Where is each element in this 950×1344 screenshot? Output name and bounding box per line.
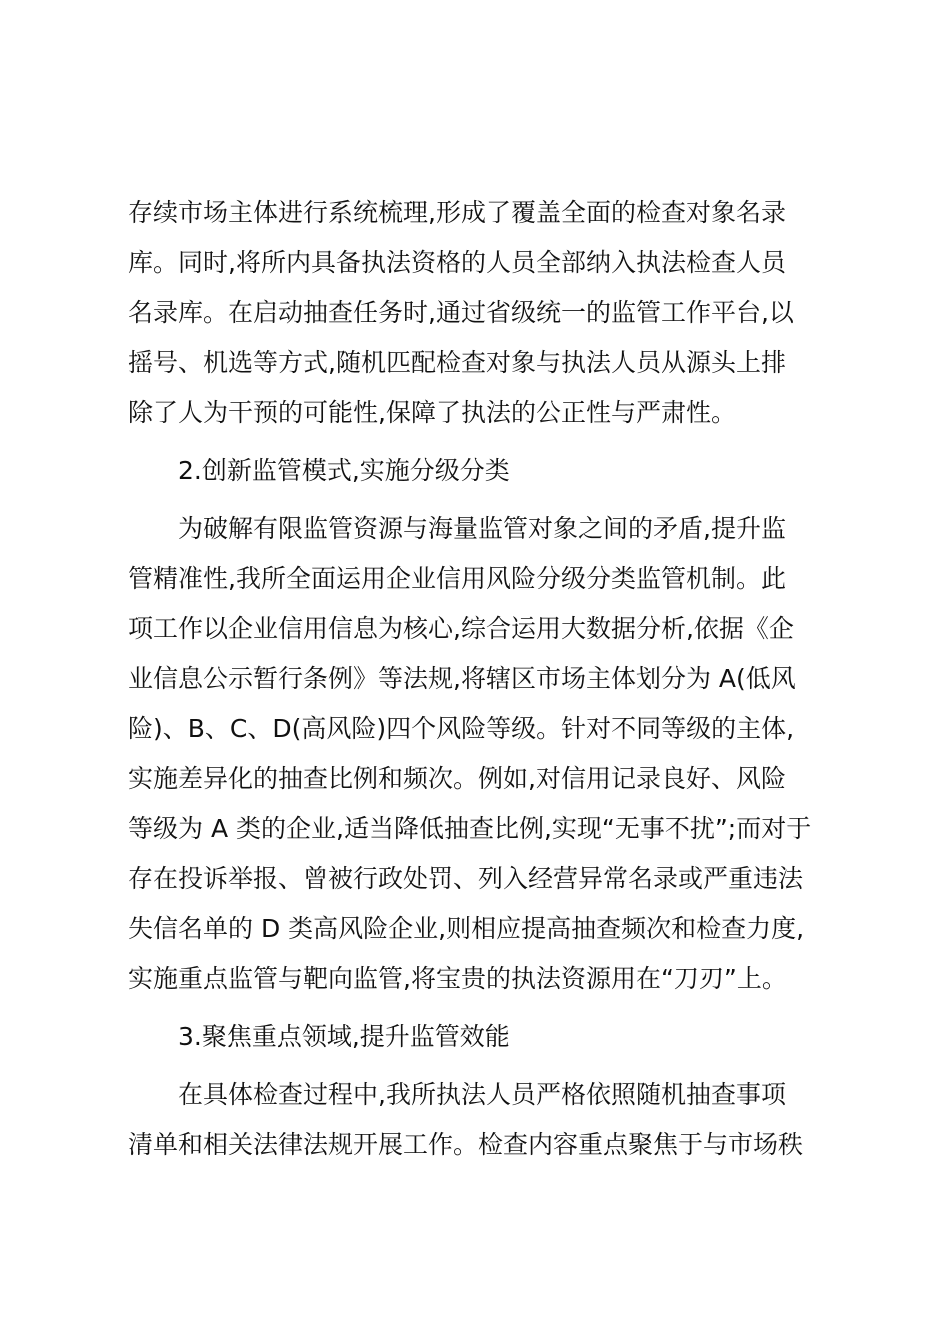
paragraph-line: 等级为 A 类的企业,适当降低抽查比例,实现“无事不扰”;而对于 (128, 814, 812, 843)
section-heading: 3.聚焦重点领域,提升监管效能 (178, 1022, 510, 1051)
paragraph-line: 实施重点监管与靶向监管,将宝贵的执法资源用在“刀刃”上。 (128, 964, 787, 993)
paragraph-line: 库。同时,将所内具备执法资格的人员全部纳入执法检查人员 (128, 248, 786, 277)
paragraph-line: 名录库。在启动抽查任务时,通过省级统一的监管工作平台,以 (128, 298, 794, 327)
paragraph-line: 管精准性,我所全面运用企业信用风险分级分类监管机制。此 (128, 564, 786, 593)
paragraph-line: 实施差异化的抽查比例和频次。例如,对信用记录良好、风险 (128, 764, 786, 793)
paragraph-line: 为破解有限监管资源与海量监管对象之间的矛盾,提升监 (178, 514, 786, 543)
paragraph-line: 除了人为干预的可能性,保障了执法的公正性与严肃性。 (128, 398, 736, 427)
paragraph-line: 存在投诉举报、曾被行政处罚、列入经营异常名录或严重违法 (128, 864, 804, 893)
paragraph-line: 失信名单的 D 类高风险企业,则相应提高抽查频次和检查力度, (128, 914, 805, 943)
paragraph-line: 险)、B、C、D(高风险)四个风险等级。针对不同等级的主体, (128, 714, 795, 743)
section-heading: 2.创新监管模式,实施分级分类 (178, 456, 510, 485)
paragraph-line: 存续市场主体进行系统梳理,形成了覆盖全面的检查对象名录 (128, 198, 786, 227)
paragraph-line: 清单和相关法律法规开展工作。检查内容重点聚焦于与市场秩 (128, 1130, 804, 1159)
paragraph-line: 业信息公示暂行条例》等法规,将辖区市场主体划分为 A(低风 (128, 664, 796, 693)
paragraph-line: 摇号、机选等方式,随机匹配检查对象与执法人员从源头上排 (128, 348, 786, 377)
paragraph-line: 在具体检查过程中,我所执法人员严格依照随机抽查事项 (178, 1080, 786, 1109)
paragraph-line: 项工作以企业信用信息为核心,综合运用大数据分析,依据《企 (128, 614, 794, 643)
